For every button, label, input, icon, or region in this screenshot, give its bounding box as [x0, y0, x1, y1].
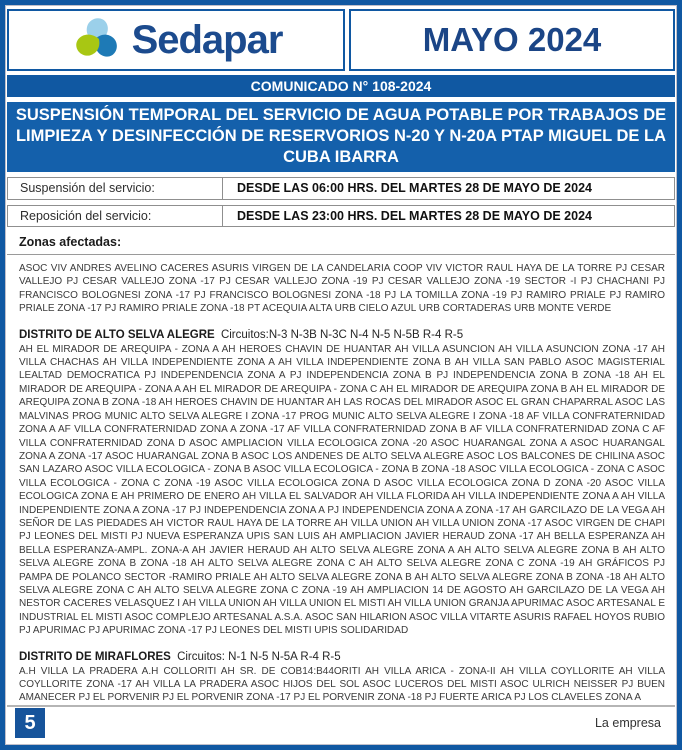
district-circuits: Circuitos: N-1 N-5 N-5A R-4 R-5	[177, 650, 341, 663]
district-name: DISTRITO DE ALTO SELVA ALEGRE	[19, 328, 215, 341]
month-label: MAYO 2024	[422, 20, 602, 58]
district-name: DISTRITO DE MIRAFLORES	[19, 650, 171, 663]
notice-title-text: SUSPENSIÓN TEMPORAL DEL SERVICIO DE AGUA POTABLE POR TRABAJOS DE LIMPIEZA Y DESINFECCIÓN DE RESERVORIOS N-20 Y N-20A PTAP MIGUEL DE LA CUBA IBARRA	[15, 106, 667, 166]
page-inner	[5, 5, 677, 745]
district-circuits: Circuitos:N-3 N-3B N-3C N-4 N-5 N-5B R-4 R-5	[220, 328, 464, 341]
suspension-row	[7, 177, 675, 200]
page-number-badge: 5	[15, 708, 45, 738]
reposicion-label: Reposición del servicio:	[8, 206, 223, 227]
district-zones-paragraph: A.H VILLA LA PRADERA A.H COLLORITI AH SR. DE COB14:B44ORITI AH VILLA ARICA - ZONA-II AH VILLA COYLLORITE AH VILLA COYLLORITE ZONA -17 AH VILLA LA PRADERA ASOC HIJOS DEL SOL ASOC LUCEROS DEL MISTI ASOC ULRICH NEISSER PJ BUEN AMANECER PJ EL PORVENIR PJ EL PORVENIR ZONA -17 PJ EL PORVENIR ZONA -18 PJ FUERTE ARICA PJ LOS CLAVELES ZONA A	[19, 665, 665, 704]
comunicado-bar	[7, 75, 675, 97]
reposicion-value: DESDE LAS 23:00 HRS. DEL MARTES 28 DE MAYO DE 2024	[237, 208, 592, 223]
district-alto-selva-alegre	[7, 329, 675, 638]
district-zones-paragraph: AH EL MIRADOR DE AREQUIPA - ZONA A AH HEROES CHAVIN DE HUANTAR AH VILLA ASUNCION AH VILLA ASUNCION ZONA -17 AH VILLA CHACHAS AH VILLA INDEPENDIENTE ZONA A AH VILLA INDEPENDIENTE ZONA B AH VILLA SAN PABLO ASOC MAGISTERIAL LEALTAD DEMOCRATICA PJ INDEPENDENCIA ZONA A PJ INDEPENDENCIA ZONA B PJ INDEPENDENCIA ZONA B ZONA -18 AH EL MIRADOR DE AREQUIPA - ZONA A AH EL MIRADOR DE AREQUIPA - ZONA C AH EL MIRADOR DE AREQUIPA ZONA B AH EL MIRADOR DE AREQUIPA ZONA B ZONA -18 AH HEROES CHAVIN DE HUANTAR AH LAS ROCAS DEL MIRADOR ASOC EL GRAN CHAPARRAL ASOC LAS MALVINAS PROG MUNIC ALTO SELVA ALEGRE I ZONA -17 PROG MUNIC ALTO SELVA ALEGRE I ZONA -18 AF VILLA CONFRATERNIDAD ZONA A AF VILLA CONFRATERNIDAD ZONA A ZONA -17 AF VILLA CONFRATERNIDAD ZONA B AF VILLA CONFRATERNIDAD ZONA C AF VILLA CONFRATERNIDAD ZONA D ASOC AMPLIACION VILLA ECOLOGICA ZONA -20 ASOC HUARANGAL ZONA A ASOC HUARANGAL ZONA A ZONA -17 ASOC HUARANGAL ZONA B ASOC LOS ANDENES DE ALTO SELVA ALEGRE ASOC LOS BALCONES DE CHILINA ASOC SAN LAZARO ASOC VILLA ECOLOGICA - ZONA B ASOC VILLA ECOLOGICA - ZONA B ZONA -18 ASOC VILLA ECOLOGICA - ZONA C ASOC VILLA ECOLOGICA - ZONA C ZONA -19 ASOC VILLA ECOLOGICA ZONA D ASOC VILLA ECOLOGICA ZONA D ZONA -20 ASOC VILLA ECOLOGICA ZONA E AH PRIMERO DE ENERO AH VILLA EL SALVADOR AH VILLA FLORIDA AH VILLA INDEPENDIENTE ZONA A AH VILLA INDEPENDIENTE ZONA A ZONA -17 PJ INDEPENDENCIA ZONA A PJ INDEPENDENCIA ZONA A ZONA -17 AH GARCILAZO DE LA VEGA AH SEÑOR DE LAS PIEDADES AH VICTOR RAUL HAYA DE LA TORRE AH VILLA UNION AH VILLA UNION ZONA -17 ASOC VIRGEN DE CHAPI PJ LEONES DEL MISTI PJ NUEVA ESPERANZA UPIS SAN LUIS AH AMPLIACION JAVIER HERAUD ZONA -17 AH BELLA ESPERANZA AH BELLA ESPERANZA-AMPL. ZONA-A AH JAVIER HERAUD AH ALTO SELVA ALEGRE ZONA A AH ALTO SELVA ALEGRE ZONA B AH ALTO SELVA ALEGRE ZONA B ZONA -18 AH ALTO SELVA ALEGRE ZONA C AH ALTO SELVA ALEGRE ZONA C ZONA -19 AH GRÁFICOS PJ PAMPA DE POLANCO SECTOR -RAMIRO PRIALE AH ALTO SELVA ALEGRE ZONA B AH ALTO SELVA ALEGRE ZONA B ZONA -18 AH ALTO SELVA ALEGRE ZONA C AH ALTO SELVA ALEGRE ZONA C ZONA -19 AH AMPLIACION 14 DE AGOSTO AH GARCILAZO DE LA VEGA AH NESTOR CACERES VELASQUEZ I AH VILLA UNION AH VILLA UNION EL MISTI AH VILLA UNION GRANJA APURIMAC ASOC ARTESANAL E INDUSTRIAL EL MISTI ASOC COMPLEJO ARTESANAL A.S.A. ASOC SAN HILARION ASOC VILLA VITARTE ASURIS RAFAEL HOYOS RUBIO PJ APURIMAC PJ APURIMAC ZONA -17 PJ LEONES DEL MISTI UPIS SOLIDARIDAD	[19, 343, 665, 637]
reposicion-row	[7, 205, 675, 228]
header-row	[7, 9, 675, 71]
sedapar-wordmark: Sedapar	[131, 17, 283, 62]
zones-heading: Zonas afectadas:	[7, 231, 675, 255]
page-footer	[7, 705, 675, 744]
district-heading	[7, 329, 675, 341]
district-heading	[7, 651, 675, 663]
notice-title	[7, 102, 675, 172]
district-miraflores	[7, 651, 675, 705]
sedapar-drop-icon	[70, 13, 124, 67]
signature-text: La empresa	[594, 716, 661, 731]
sedapar-logo	[7, 9, 345, 71]
suspension-value: DESDE LAS 06:00 HRS. DEL MARTES 28 DE MAYO DE 2024	[237, 181, 592, 196]
suspension-label: Suspensión del servicio:	[8, 178, 223, 199]
month-box	[349, 9, 675, 71]
zones-intro-paragraph: ASOC VIV ANDRES AVELINO CACERES ASURIS VIRGEN DE LA CANDELARIA COOP VIV VICTOR RAUL HAYA DE LA TORRE PJ CESAR VALLEJO PJ CESAR VALLEJO ZONA -17 PJ CESAR VALLEJO ZONA -19 PJ CESAR VALLEJO ZONA -19 SECTOR -I PJ CHACHANI PJ FRANCISCO BOLOGNESI ZONA -17 PJ FRANCISCO BOLOGNESI ZONA -18 PJ LA TOMILLA ZONA -19 PJ RAMIRO PRIALE PJ RAMIRO PRIALE ZONA -17 PJ RAMIRO PRIALE ZONA -18 PT ACEQUIA ALTA URB CIELO AZUL URB CORTADERAS URB MONTE VERDE	[19, 263, 665, 315]
comunicado-number: COMUNICADO N° 108-2024	[250, 77, 432, 94]
